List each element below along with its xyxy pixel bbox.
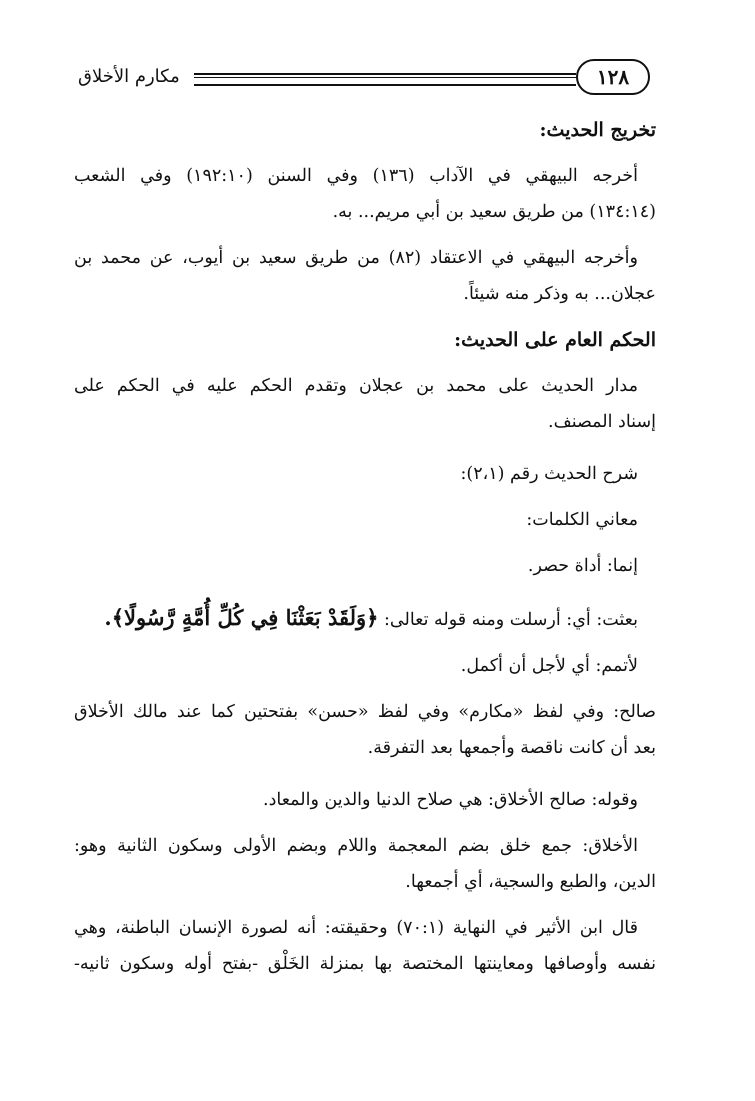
- hukm-paragraph-line-1: مدار الحديث على محمد بن عجلان وتقدم الحكم عليه في الحكم على: [74, 376, 638, 396]
- baathat-text: بعثت: أي: أرسلت ومنه قوله تعالى:: [384, 610, 638, 630]
- running-header: [78, 58, 656, 102]
- takhrij-paragraph-2-line-2: عجلان... به وذكر منه شيئاً.: [463, 284, 656, 304]
- innama-definition: إنما: أداة حصر.: [527, 556, 638, 576]
- takhrij-paragraph-1-line-2: (١٣٤:١٤) من طريق سعيد بن أبي مريم... به.: [332, 202, 656, 222]
- ibn-athir-line-1: قال ابن الأثير في النهاية (٧٠:١) وحقيقته: أنه لصورة الإنسان الباطنة، وهي: [74, 918, 638, 938]
- heading-takhrij: تخريج الحديث:: [539, 119, 656, 141]
- salih-line-1: صالح: وفي لفظ «مكارم» وفي لفظ «حسن» بفتحتين كما عند مالك الأخلاق: [74, 702, 656, 722]
- sharh-heading: شرح الحديث رقم (٢،١):: [460, 464, 638, 484]
- takhrij-paragraph-2-line-1: وأخرجه البيهقي في الاعتقاد (٨٢) من طريق سعيد بن أيوب، عن محمد بن: [74, 248, 638, 268]
- page-number: ١٢٨: [576, 59, 650, 95]
- akhlaq-line-1: الأخلاق: جمع خلق بضم المعجمة واللام وبضم الأولى وسكون الثانية وهو:: [74, 836, 638, 856]
- heading-hukm: الحكم العام على الحديث:: [454, 329, 656, 351]
- ibn-athir-line-2: نفسه وأوصافها ومعاينتها المختصة بها بمنزلة الخَلْق -بفتح أوله وسكون ثانيه-: [74, 954, 656, 974]
- page-body: [74, 112, 656, 982]
- quran-verse: ﴿وَلَقَدْ بَعَثْنَا فِي كُلِّ أُمَّةٍ رَّسُولًا﴾.: [104, 605, 379, 630]
- running-title: مكارم الأخلاق: [78, 66, 180, 87]
- salih-line-2: بعد أن كانت ناقصة وأجمعها بعد التفرقة.: [367, 738, 656, 758]
- liutammim-definition: لأتمم: أي لأجل أن أكمل.: [460, 656, 638, 676]
- qawluhu-line: وقوله: صالح الأخلاق: هي صلاح الدنيا والدين والمعاد.: [263, 790, 638, 810]
- takhrij-paragraph-1-line-1: أخرجه البيهقي في الآداب (١٣٦) وفي السنن (١٩٢:١٠) وفي الشعب: [74, 166, 638, 186]
- maani-heading: معاني الكلمات:: [526, 510, 638, 530]
- header-rule: [194, 73, 576, 86]
- akhlaq-line-2: الدين، والطبع والسجية، أي أجمعها.: [405, 872, 656, 892]
- baathat-definition: [74, 600, 656, 638]
- hukm-paragraph-line-2: إسناد المصنف.: [548, 412, 656, 432]
